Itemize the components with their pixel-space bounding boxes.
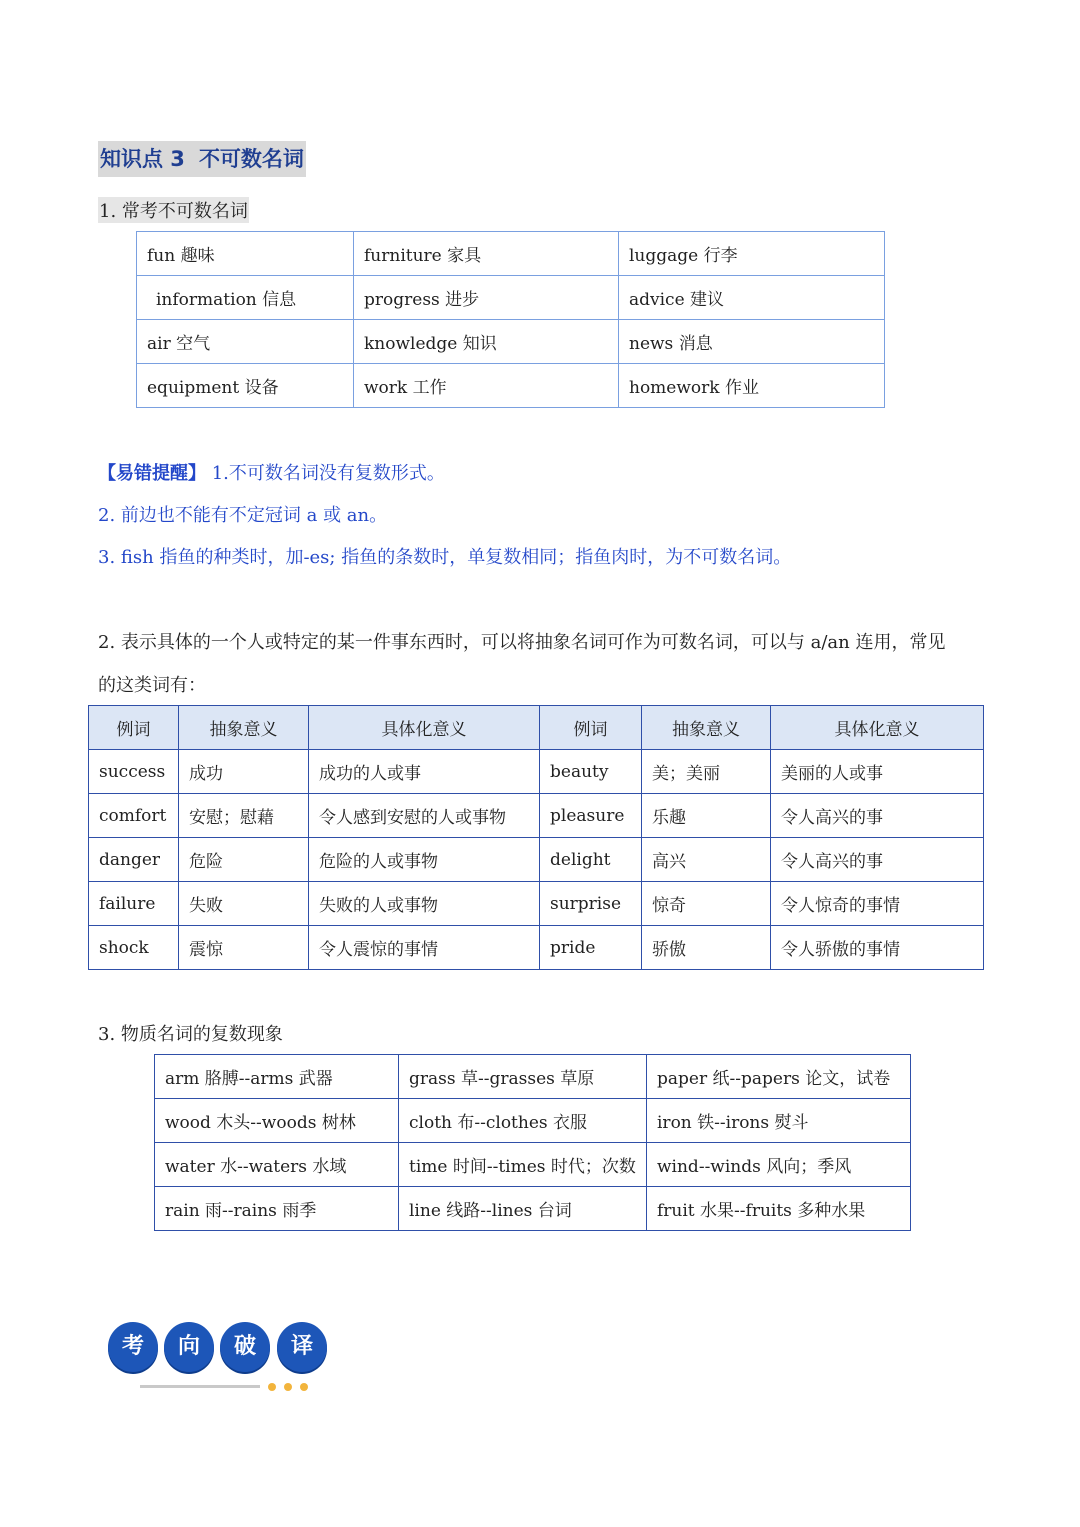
table-cell: air 空气 — [137, 320, 354, 364]
abstract-nouns-table — [88, 705, 984, 970]
table-cell: 美丽的人或事 — [771, 750, 984, 794]
table-cell: luggage 行李 — [619, 232, 885, 276]
table-row — [155, 1099, 911, 1143]
table-cell: beauty — [540, 750, 642, 794]
table-cell: 惊奇 — [642, 882, 771, 926]
table-row — [137, 364, 885, 408]
decor-dot — [300, 1383, 308, 1391]
table-cell: 美；美丽 — [642, 750, 771, 794]
table-cell: 乐趣 — [642, 794, 771, 838]
table-cell: 成功的人或事 — [309, 750, 540, 794]
table-cell: 安慰；慰藉 — [179, 794, 309, 838]
table-row — [155, 1143, 911, 1187]
badge-char-yi: 译 — [277, 1322, 327, 1372]
table-cell: equipment 设备 — [137, 364, 354, 408]
table-header-row — [89, 706, 984, 750]
table-cell: line 线路--lines 台词 — [399, 1187, 647, 1231]
badge-char-xiang: 向 — [164, 1322, 214, 1372]
table-cell: delight — [540, 838, 642, 882]
table-cell: 危险的人或事物 — [309, 838, 540, 882]
table-cell: success — [89, 750, 179, 794]
table-cell: 失败 — [179, 882, 309, 926]
table-row — [89, 882, 984, 926]
decor-dot — [268, 1383, 276, 1391]
material-nouns-table — [154, 1054, 911, 1231]
column-header: 抽象意义 — [642, 706, 771, 750]
table-cell: paper 纸--papers 论文，试卷 — [647, 1055, 911, 1099]
table-cell: wind--winds 风向；季风 — [647, 1143, 911, 1187]
table-cell: homework 作业 — [619, 364, 885, 408]
table-cell: advice 建议 — [619, 276, 885, 320]
table-cell: news 消息 — [619, 320, 885, 364]
table-cell: information 信息 — [137, 276, 354, 320]
table-cell: fruit 水果--fruits 多种水果 — [647, 1187, 911, 1231]
table-row — [155, 1055, 911, 1099]
reminder-tag: 【易错提醒】 — [98, 463, 206, 484]
table-cell: iron 铁--irons 熨斗 — [647, 1099, 911, 1143]
column-header: 例词 — [540, 706, 642, 750]
table-row — [137, 276, 885, 320]
table-cell: danger — [89, 838, 179, 882]
table-row — [89, 838, 984, 882]
knowledge-point-heading: 不可数名词 — [198, 147, 304, 171]
badge-underline — [140, 1385, 260, 1388]
table-cell: work 工作 — [354, 364, 619, 408]
table-cell: fun 趣味 — [137, 232, 354, 276]
table-cell: shock — [89, 926, 179, 970]
table-row — [89, 794, 984, 838]
table-cell: 危险 — [179, 838, 309, 882]
table-cell: cloth 布--clothes 衣服 — [399, 1099, 647, 1143]
table-cell: arm 胳膊--arms 武器 — [155, 1055, 399, 1099]
reminder-text-1: 1.不可数名词没有复数形式。 — [211, 463, 445, 484]
section2-intro-line-1: 2. 表示具体的一个人或特定的某一件事东西时，可以将抽象名词可作为可数名词，可以与 a/an 连用，常见 — [98, 632, 946, 653]
table-cell: 令人震惊的事情 — [309, 926, 540, 970]
section2-intro-line-2: 的这类词有： — [98, 675, 206, 696]
table-cell: grass 草--grasses 草原 — [399, 1055, 647, 1099]
knowledge-point-title — [98, 141, 306, 177]
table-cell: 失败的人或事物 — [309, 882, 540, 926]
table-row — [137, 320, 885, 364]
table-cell: wood 木头--woods 树林 — [155, 1099, 399, 1143]
table-row — [155, 1187, 911, 1231]
reminder-line-2: 2. 前边也不能有不定冠词 a 或 an。 — [98, 505, 388, 526]
table-cell: failure — [89, 882, 179, 926]
table-cell: pleasure — [540, 794, 642, 838]
table-cell: 震惊 — [179, 926, 309, 970]
table-cell: 令人高兴的事 — [771, 838, 984, 882]
reminder-line-3: 3. fish 指鱼的种类时，加-es; 指鱼的条数时，单复数相同；指鱼肉时，为不可数名词。 — [98, 547, 792, 568]
table-cell: progress 进步 — [354, 276, 619, 320]
column-header: 具体化意义 — [309, 706, 540, 750]
table-cell: 令人高兴的事 — [771, 794, 984, 838]
section1-heading: 1. 常考不可数名词 — [98, 197, 249, 223]
table-row — [89, 926, 984, 970]
knowledge-point-label: 知识点 3 — [100, 147, 185, 171]
reminder-line-1 — [98, 459, 445, 485]
table-cell: water 水--waters 水域 — [155, 1143, 399, 1187]
table-cell: furniture 家具 — [354, 232, 619, 276]
table-cell: surprise — [540, 882, 642, 926]
table-cell: 骄傲 — [642, 926, 771, 970]
table-cell: 令人骄傲的事情 — [771, 926, 984, 970]
badge-char-po: 破 — [220, 1322, 270, 1372]
badge-char-kao: 考 — [108, 1322, 158, 1372]
section3-heading: 3. 物质名词的复数现象 — [98, 1024, 283, 1045]
table-cell: 令人感到安慰的人或事物 — [309, 794, 540, 838]
table-row — [137, 232, 885, 276]
column-header: 抽象意义 — [179, 706, 309, 750]
table-cell: knowledge 知识 — [354, 320, 619, 364]
table-cell: pride — [540, 926, 642, 970]
table-cell: 成功 — [179, 750, 309, 794]
table-cell: comfort — [89, 794, 179, 838]
uncountable-nouns-table — [136, 231, 885, 408]
table-cell: 令人惊奇的事情 — [771, 882, 984, 926]
table-cell: time 时间--times 时代；次数 — [399, 1143, 647, 1187]
decor-dot — [284, 1383, 292, 1391]
table-row — [89, 750, 984, 794]
table-cell: 高兴 — [642, 838, 771, 882]
column-header: 具体化意义 — [771, 706, 984, 750]
column-header: 例词 — [89, 706, 179, 750]
table-cell: rain 雨--rains 雨季 — [155, 1187, 399, 1231]
